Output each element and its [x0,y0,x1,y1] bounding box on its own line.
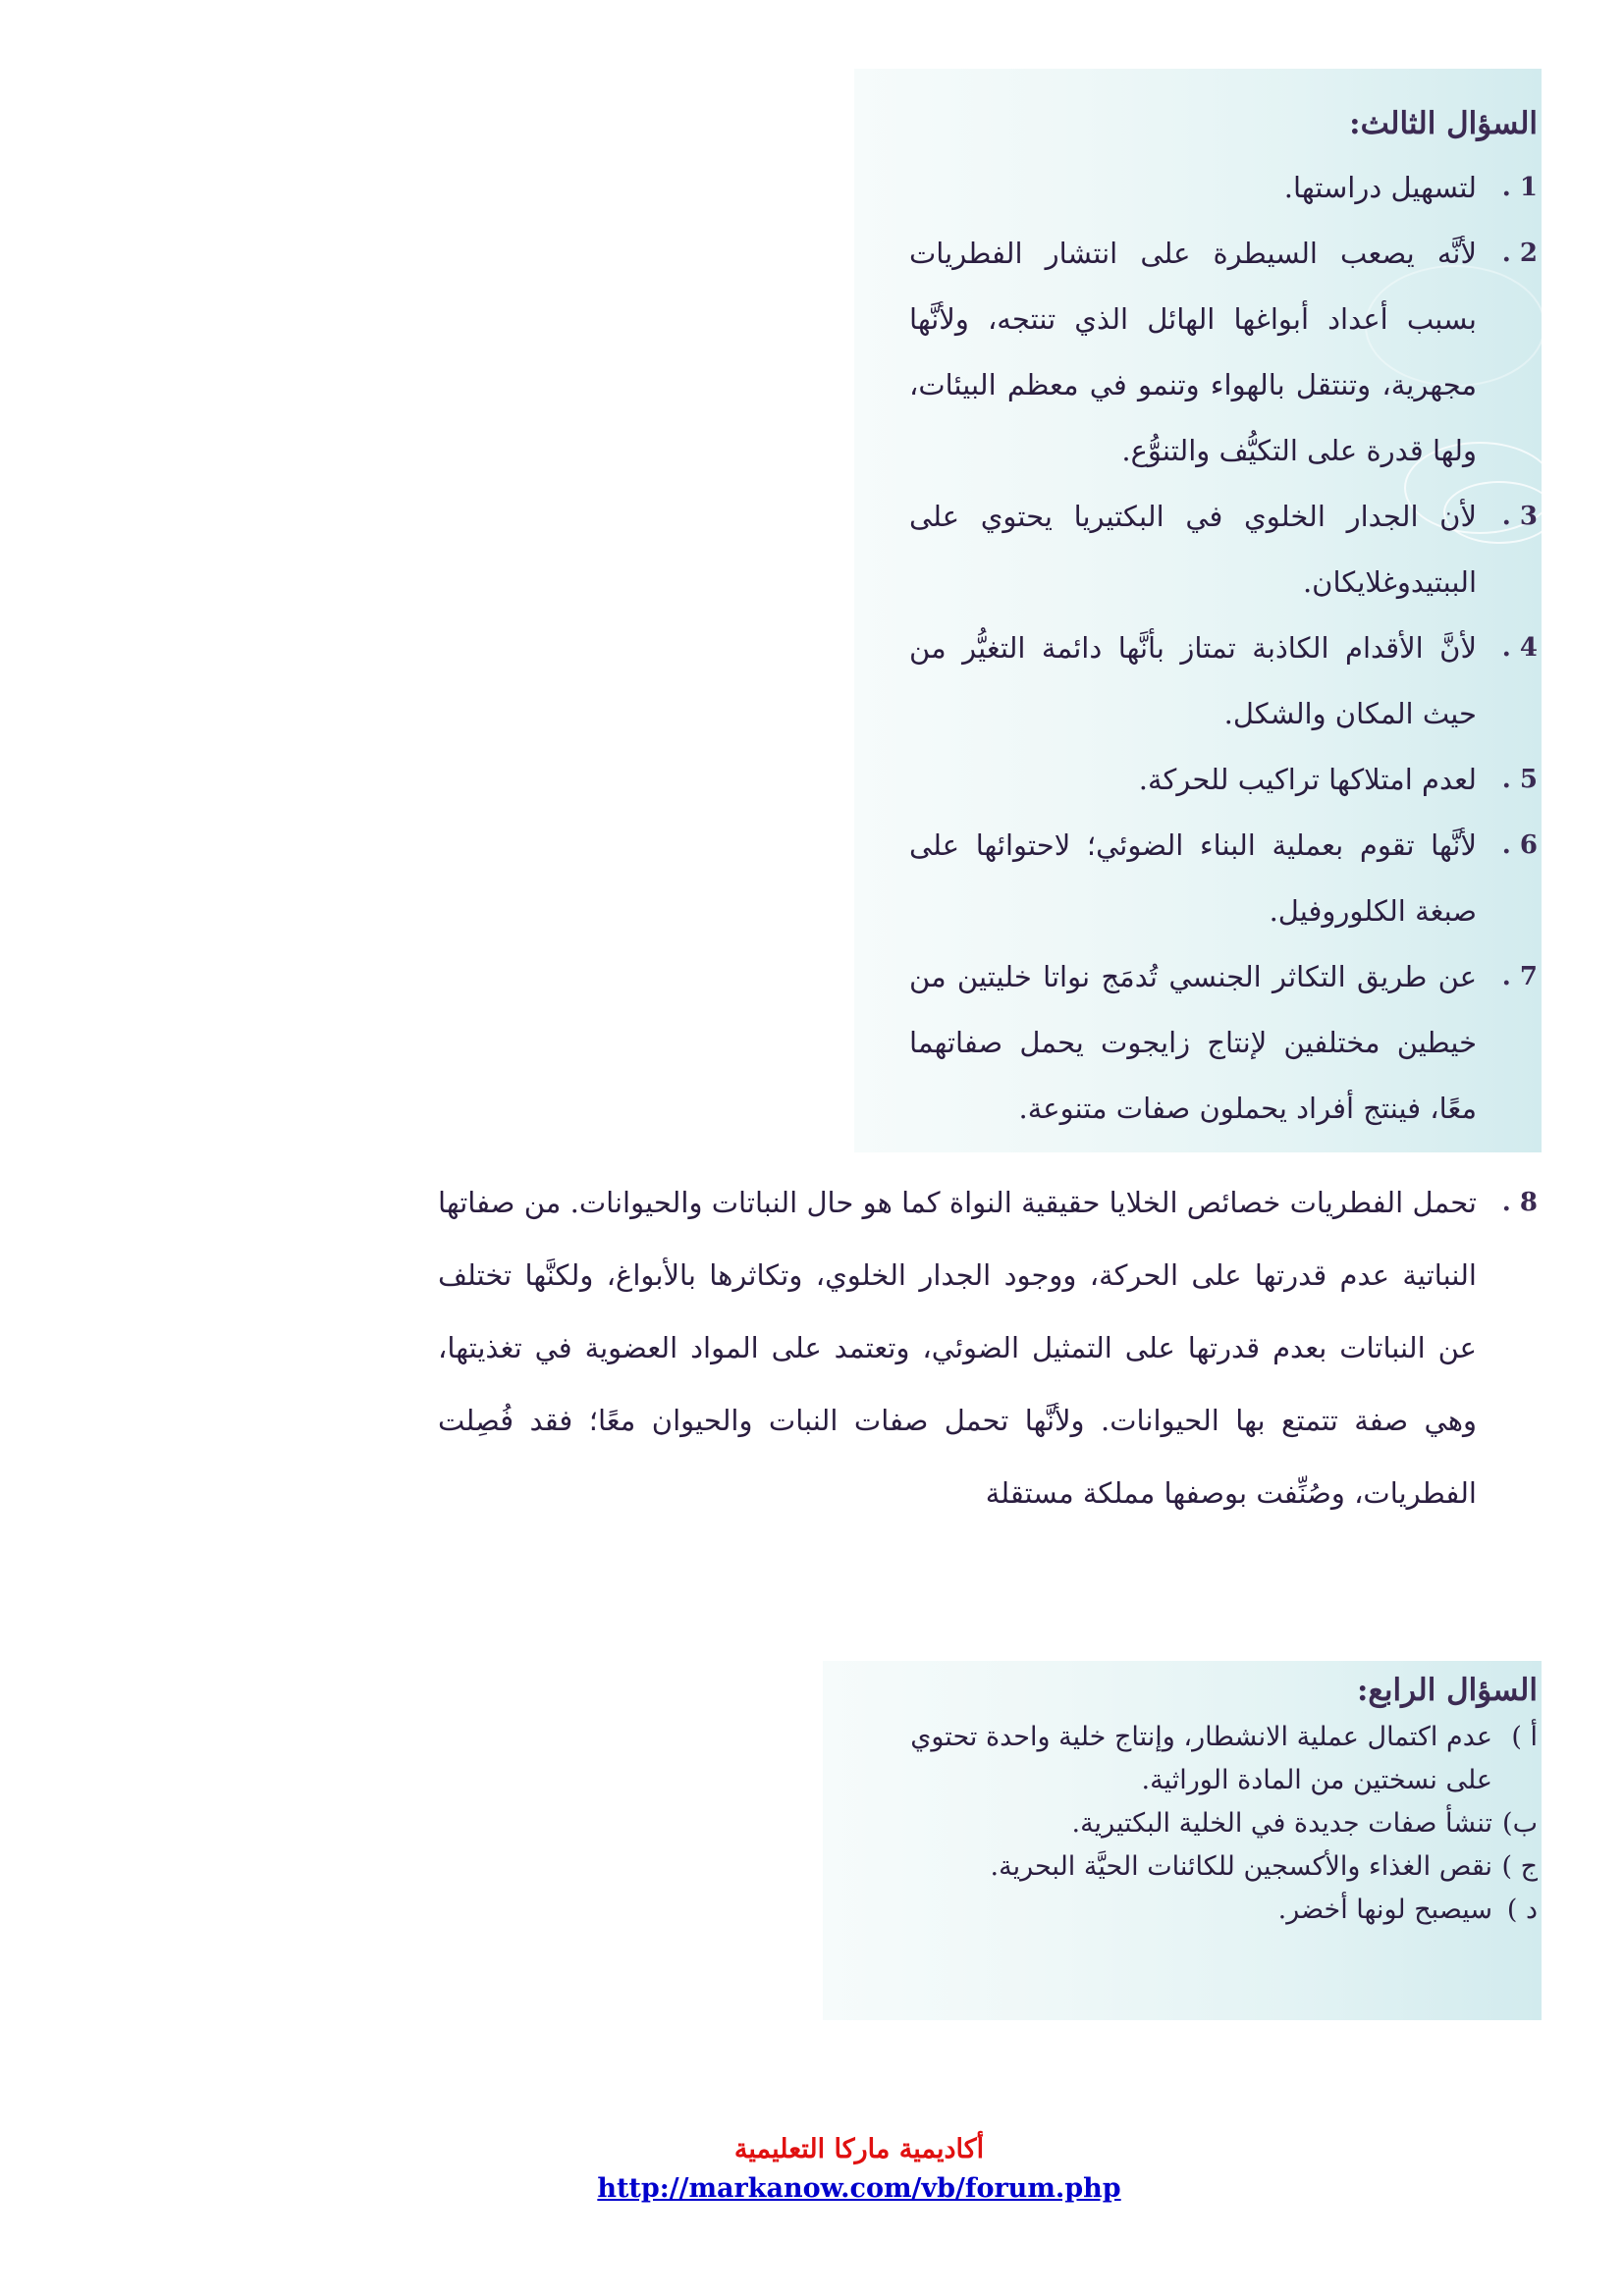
answer-item [909,747,1538,813]
question-three-section [909,98,1538,1142]
answer-letter: ب) [1502,1808,1538,1839]
forum-link[interactable]: http://markanow.com/vb/forum.php [597,2173,1121,2204]
answer-text: لعدم امتلاكها تراكيب للحركة. [1138,763,1477,796]
answer-number: 3 . [1501,502,1538,531]
answer-number: 5 . [1501,765,1538,794]
answer-item [909,813,1538,944]
answer-item [850,1802,1538,1845]
answer-item [909,155,1538,221]
answer-text: عن طريق التكاثر الجنسي تُدمَج نواتا خليتين من خيطين مختلفين لإنتاج زايجوت يحمل صفاتهما معًا، فينتج أفراد يحملون صفات متنوعة. [909,960,1477,1125]
answer-number: 8 . [1501,1188,1538,1217]
answer-number: 1 . [1501,173,1538,202]
answer-text: لأنَّ الأقدام الكاذبة تمتاز بأنَّها دائمة التغيُّر من حيث المكان والشكل. [909,631,1477,730]
answer-item [850,1716,1538,1802]
answer-number: 7 . [1501,962,1538,991]
academy-name: أكاديمية ماركا التعليمية [733,2134,985,2164]
answer-text: لأنَّه يصعب السيطرة على انتشار الفطريات بسبب أعداد أبواغها الهائل الذي تنتجه، ولأنَّها مجهرية، وتنتقل بالهواء وتنمو في معظم البيئات، ولها قدرة على التكيُّف والتنوُّع. [909,237,1477,467]
answer-letter: أ ) [1511,1722,1538,1752]
answer-text: نقص الغذاء والأكسجين للكائنات الحيَّة البحرية. [990,1851,1492,1882]
answer-text: سيصبح لونها أخضر. [1277,1895,1492,1925]
answer-item [438,1166,1538,1529]
answer-item [850,1845,1538,1889]
answer-text: تحمل الفطريات خصائص الخلايا حقيقية النواة كما هو حال النباتات والحيوانات. من صفاتها النباتية عدم قدرتها على الحركة، ووجود الجدار الخلوي، وتكاثرها بالأبواغ، ولكنَّها تختلف عن النباتات بعدم قدرتها على التمثيل الضوئي، وتعتمد على المواد العضوية في تغذيتها، وهي صفة تتمتع بها الحيوانات. ولأنَّها تحمل صفات النبات والحيوان معًا؛ فقد فُصِلت الفطريات، وصُنِّفت بوصفها مملكة مستقلة [438,1186,1477,1510]
answer-number: 4 . [1501,633,1538,663]
answer-number: 2 . [1501,239,1538,268]
answer-text: عدم اكتمال عملية الانشطار، وإنتاج خلية واحدة تحتوي على نسختين من المادة الوراثية. [910,1722,1492,1795]
answer-number: 6 . [1501,830,1538,860]
answer-eight-section [438,1166,1538,1529]
answer-item [909,484,1538,615]
question-four-section [850,1669,1538,1932]
answer-item [909,615,1538,747]
answer-text: تنشأ صفات جديدة في الخلية البكتيرية. [1071,1808,1492,1839]
section-heading: السؤال الثالث: [1349,106,1538,141]
answer-item [850,1889,1538,1932]
section-heading: السؤال الرابع: [1356,1673,1538,1708]
answer-letter: ج ) [1501,1851,1538,1882]
answer-letter: د ) [1506,1895,1538,1925]
answer-item [909,221,1538,484]
answer-list [909,155,1538,1142]
page-footer [0,2130,1624,2209]
answer-text: لأنَّها تقوم بعملية البناء الضوئي؛ لاحتوائها على صبغة الكلوروفيل. [909,828,1477,928]
answer-text: لأن الجدار الخلوي في البكتيريا يحتوي على الببتيدوغلايكان. [909,500,1477,599]
answer-item [909,944,1538,1142]
answer-text: لتسهيل دراستها. [1283,171,1477,204]
